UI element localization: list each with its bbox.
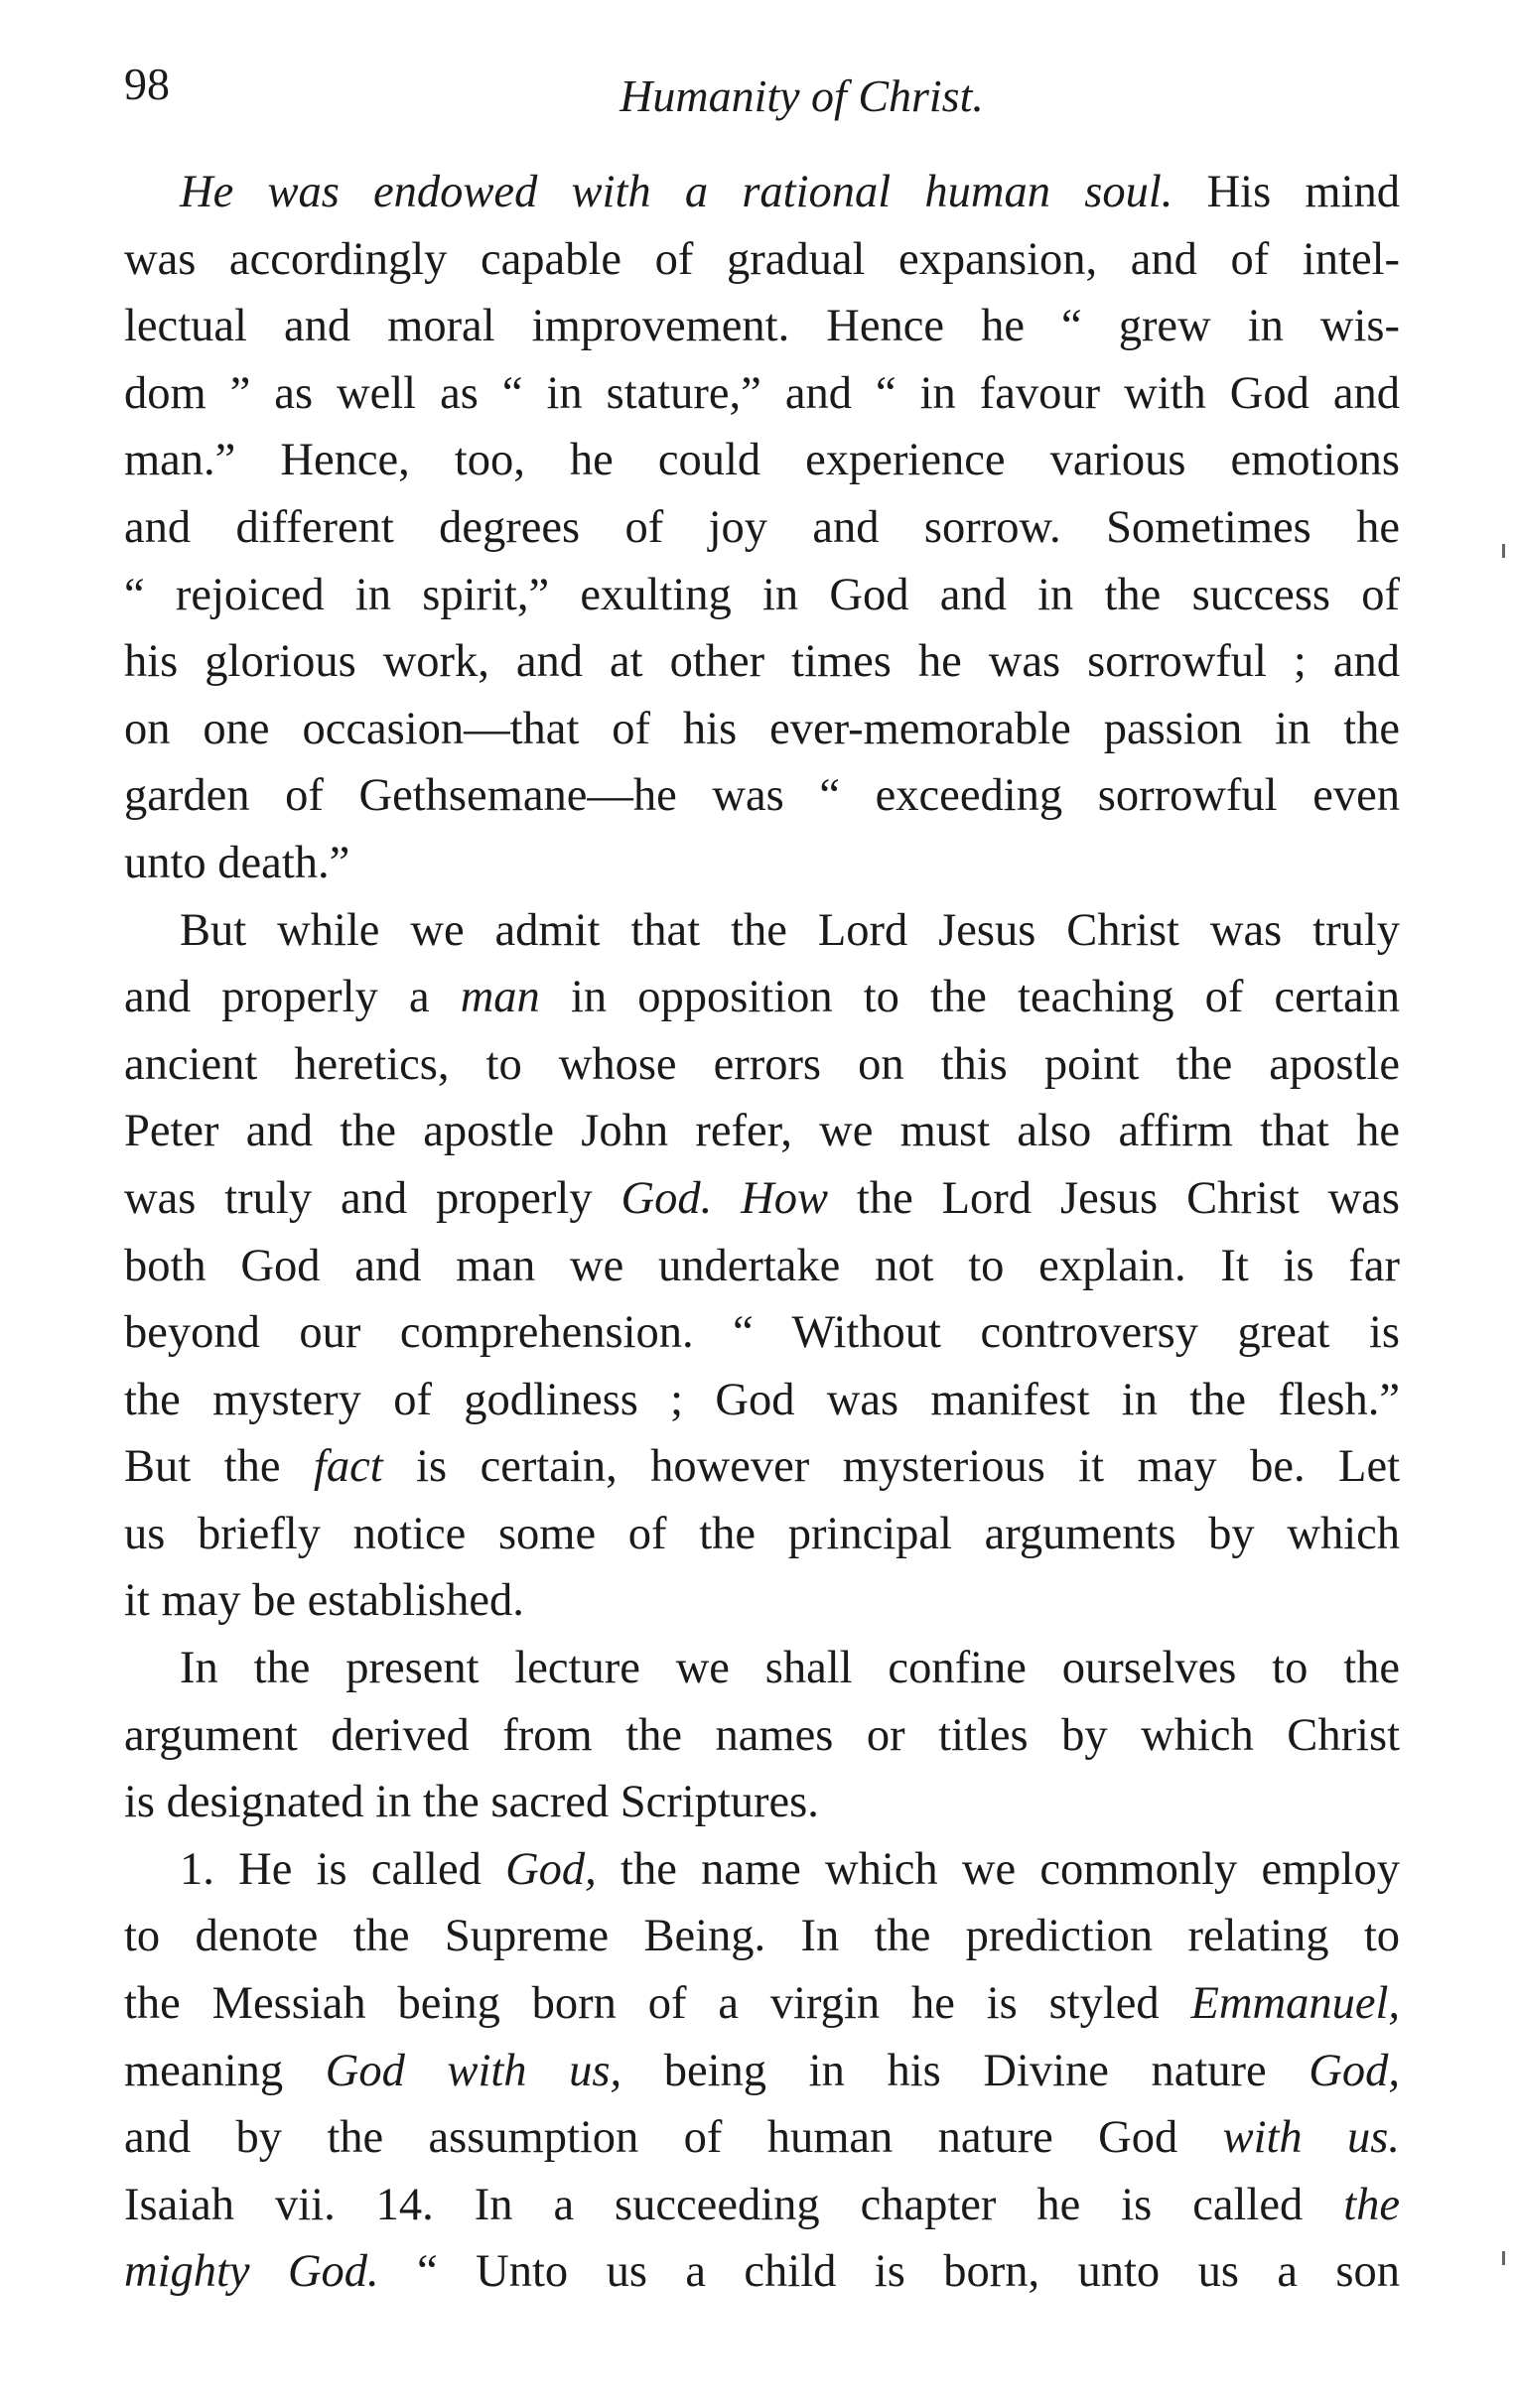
text-line <box>124 1165 1400 1233</box>
text-line <box>124 427 1400 494</box>
italic-text: God, <box>1309 2045 1401 2096</box>
text-line <box>124 830 1400 897</box>
text-line <box>124 1031 1400 1099</box>
body-text <box>124 159 1400 2306</box>
text-run: it may be established. <box>124 1575 524 1627</box>
text-line <box>124 562 1400 629</box>
text-line <box>124 159 1400 226</box>
text-run: argument derived from the names or titles by which Christ <box>124 1709 1400 1761</box>
text-run: But the <box>124 1441 314 1493</box>
text-run: His mind <box>1172 167 1400 217</box>
text-line <box>124 2172 1400 2239</box>
text-run: Isaiah vii. 14. In a succeeding chapter he is called <box>124 2179 1344 2230</box>
text-run: the Messiah being born of a virgin he is styled <box>124 1978 1191 2030</box>
text-line <box>124 762 1400 830</box>
page-header <box>124 58 1400 137</box>
text-line <box>124 696 1400 763</box>
margin-speck <box>1502 2251 1505 2265</box>
text-run: is certain, however mysterious it may be. Let <box>382 1441 1401 1493</box>
text-run: was truly and properly <box>124 1172 621 1224</box>
text-line <box>124 494 1400 562</box>
text-line <box>124 360 1400 428</box>
text-run: us briefly notice some of the principal arguments by which <box>124 1508 1400 1559</box>
text-run: “ Unto us a child is born, unto us a son <box>378 2246 1400 2298</box>
italic-text: He was endowed with a rational human soul. <box>180 167 1173 217</box>
text-line <box>124 1098 1400 1165</box>
text-line <box>124 628 1400 696</box>
text-run: meaning <box>124 2045 326 2096</box>
text-line <box>124 1367 1400 1434</box>
text-line <box>124 1299 1400 1367</box>
text-line <box>124 1769 1400 1836</box>
text-run: being in his Divine nature <box>621 2045 1310 2096</box>
text-line <box>124 2238 1400 2306</box>
italic-text: Emmanuel, <box>1190 1978 1400 2030</box>
text-run: beyond our comprehension. “ Without controversy great is <box>124 1307 1400 1359</box>
text-run: and different degrees of joy and sorrow. Sometimes he <box>124 501 1400 553</box>
text-run: man.” Hence, too, he could experience various emotions <box>124 435 1400 486</box>
text-line <box>124 1567 1400 1635</box>
text-run: lectual and moral improvement. Hence he “ grew in wis- <box>124 301 1400 352</box>
text-run: in opposition to the teaching of certain <box>539 972 1400 1023</box>
text-line <box>124 964 1400 1031</box>
text-line <box>124 226 1400 294</box>
text-run: and by the assumption of human nature God <box>124 2112 1223 2164</box>
text-line <box>124 1702 1400 1770</box>
text-line <box>124 1836 1400 1904</box>
paragraph <box>124 159 1400 897</box>
text-run: was accordingly capable of gradual expansion, and of intel- <box>124 233 1400 285</box>
text-line <box>124 1501 1400 1568</box>
text-run: is designated in the sacred Scriptures. <box>124 1777 819 1828</box>
text-line <box>124 1433 1400 1501</box>
italic-text: mighty God. <box>124 2246 379 2298</box>
margin-speck <box>1502 544 1505 558</box>
text-run: In the present lecture we shall confine ourselves to the <box>180 1643 1400 1694</box>
running-title: Humanity of Christ. <box>620 70 984 121</box>
text-run: unto death.” <box>124 837 350 888</box>
text-run: garden of Gethsemane—he was “ exceeding sorrowful even <box>124 770 1400 822</box>
text-line <box>124 2104 1400 2172</box>
text-line <box>124 2038 1400 2105</box>
paragraph <box>124 1635 1400 1836</box>
text-line <box>124 1233 1400 1300</box>
text-run: ancient heretics, to whose errors on this point the apostle <box>124 1038 1400 1090</box>
paragraph <box>124 1836 1400 2306</box>
text-run: dom ” as well as “ in stature,” and “ in favour with God and <box>124 367 1400 419</box>
text-run: But while we admit that the Lord Jesus Christ was truly <box>180 904 1400 956</box>
italic-text: with us. <box>1222 2112 1400 2164</box>
text-run: “ rejoiced in spirit,” exulting in God and in the success of <box>124 569 1400 620</box>
text-run: and properly a <box>124 972 461 1023</box>
text-run: to denote the Supreme Being. In the prediction relating to <box>124 1911 1400 1962</box>
text-run: on one occasion—that of his ever-memorable passion in the <box>124 703 1400 754</box>
italic-text: the <box>1343 2179 1400 2230</box>
text-run: both God and man we undertake not to explain. It is far <box>124 1240 1400 1291</box>
text-line <box>124 1635 1400 1702</box>
italic-text: God, <box>505 1843 597 1895</box>
text-run: the mystery of godliness ; God was manifest in the flesh.” <box>124 1374 1400 1425</box>
italic-text: man <box>460 972 540 1023</box>
paragraph <box>124 897 1400 1636</box>
text-run: 1. He is called <box>180 1843 506 1895</box>
text-run: Peter and the apostle John refer, we must also affirm that he <box>124 1106 1400 1157</box>
page-number: 98 <box>124 59 170 109</box>
text-run: the Lord Jesus Christ was <box>828 1172 1400 1224</box>
text-line <box>124 1970 1400 2038</box>
italic-text: God. How <box>621 1172 828 1224</box>
italic-text: God with us, <box>325 2045 622 2096</box>
text-line <box>124 293 1400 360</box>
italic-text: fact <box>313 1441 383 1493</box>
text-line <box>124 1903 1400 1970</box>
text-line <box>124 897 1400 965</box>
text-run: his glorious work, and at other times he was sorrowful ; and <box>124 636 1400 688</box>
text-run: the name which we commonly employ <box>596 1843 1400 1895</box>
